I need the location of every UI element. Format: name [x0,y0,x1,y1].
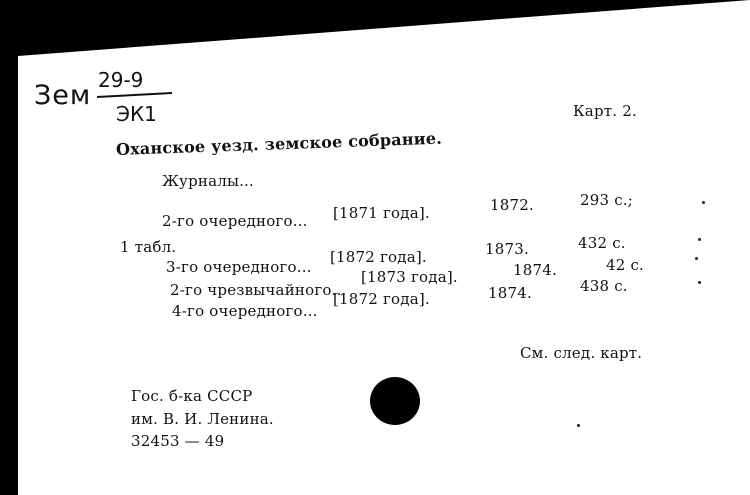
see-next-card: См. след. карт. [520,344,643,362]
entry-3-year: 1874. [513,261,557,279]
entry-2-year: 1873. [485,240,529,258]
entry-3-bracket: [1873 года]. [361,268,458,286]
card-number: Карт. 2. [573,102,637,120]
entry-4-bracket: [1872 года]. [333,290,430,308]
entry-3-pages: 42 с. [606,256,645,274]
scan-speck [702,201,705,204]
entry-2-bracket: [1872 года]. [330,248,427,266]
entry-4-pages: 438 с. [580,277,628,295]
shelfmark-numerator: 29-9 [98,68,144,92]
entry-1-year: 1872. [490,196,534,214]
entry-4-year: 1874. [488,284,532,302]
library-line-1: Гос. б-ка СССР [131,387,253,405]
entry-2-pages: 432 с. [578,234,626,252]
entry-3-session: 2-го чрезвычайного... [170,281,347,299]
subheading: Журналы... [162,172,254,190]
entry-1-bracket: [1871 года]. [333,204,430,222]
entry-1-pages: 293 с.; [580,191,634,209]
entry-1-continuation: 1 табл. [120,238,177,256]
shelfmark-denominator: ЭК1 [116,102,157,126]
entry-2-session: 3-го очередного... [166,258,312,276]
scan-speck [698,281,701,284]
entry-1-session: 2-го очередного... [162,212,308,230]
scan-speck [695,257,698,260]
scan-speck [577,424,580,427]
library-line-2: им. В. И. Ленина. [131,410,274,428]
scan-speck [698,238,701,241]
heading: Оханское уезд. земское собрание. [115,128,443,159]
library-line-3: 32453 — 49 [131,432,225,450]
entry-4-session: 4-го очередного... [172,302,318,320]
shelfmark-prefix: Зем [34,80,92,111]
punch-hole [370,377,420,425]
